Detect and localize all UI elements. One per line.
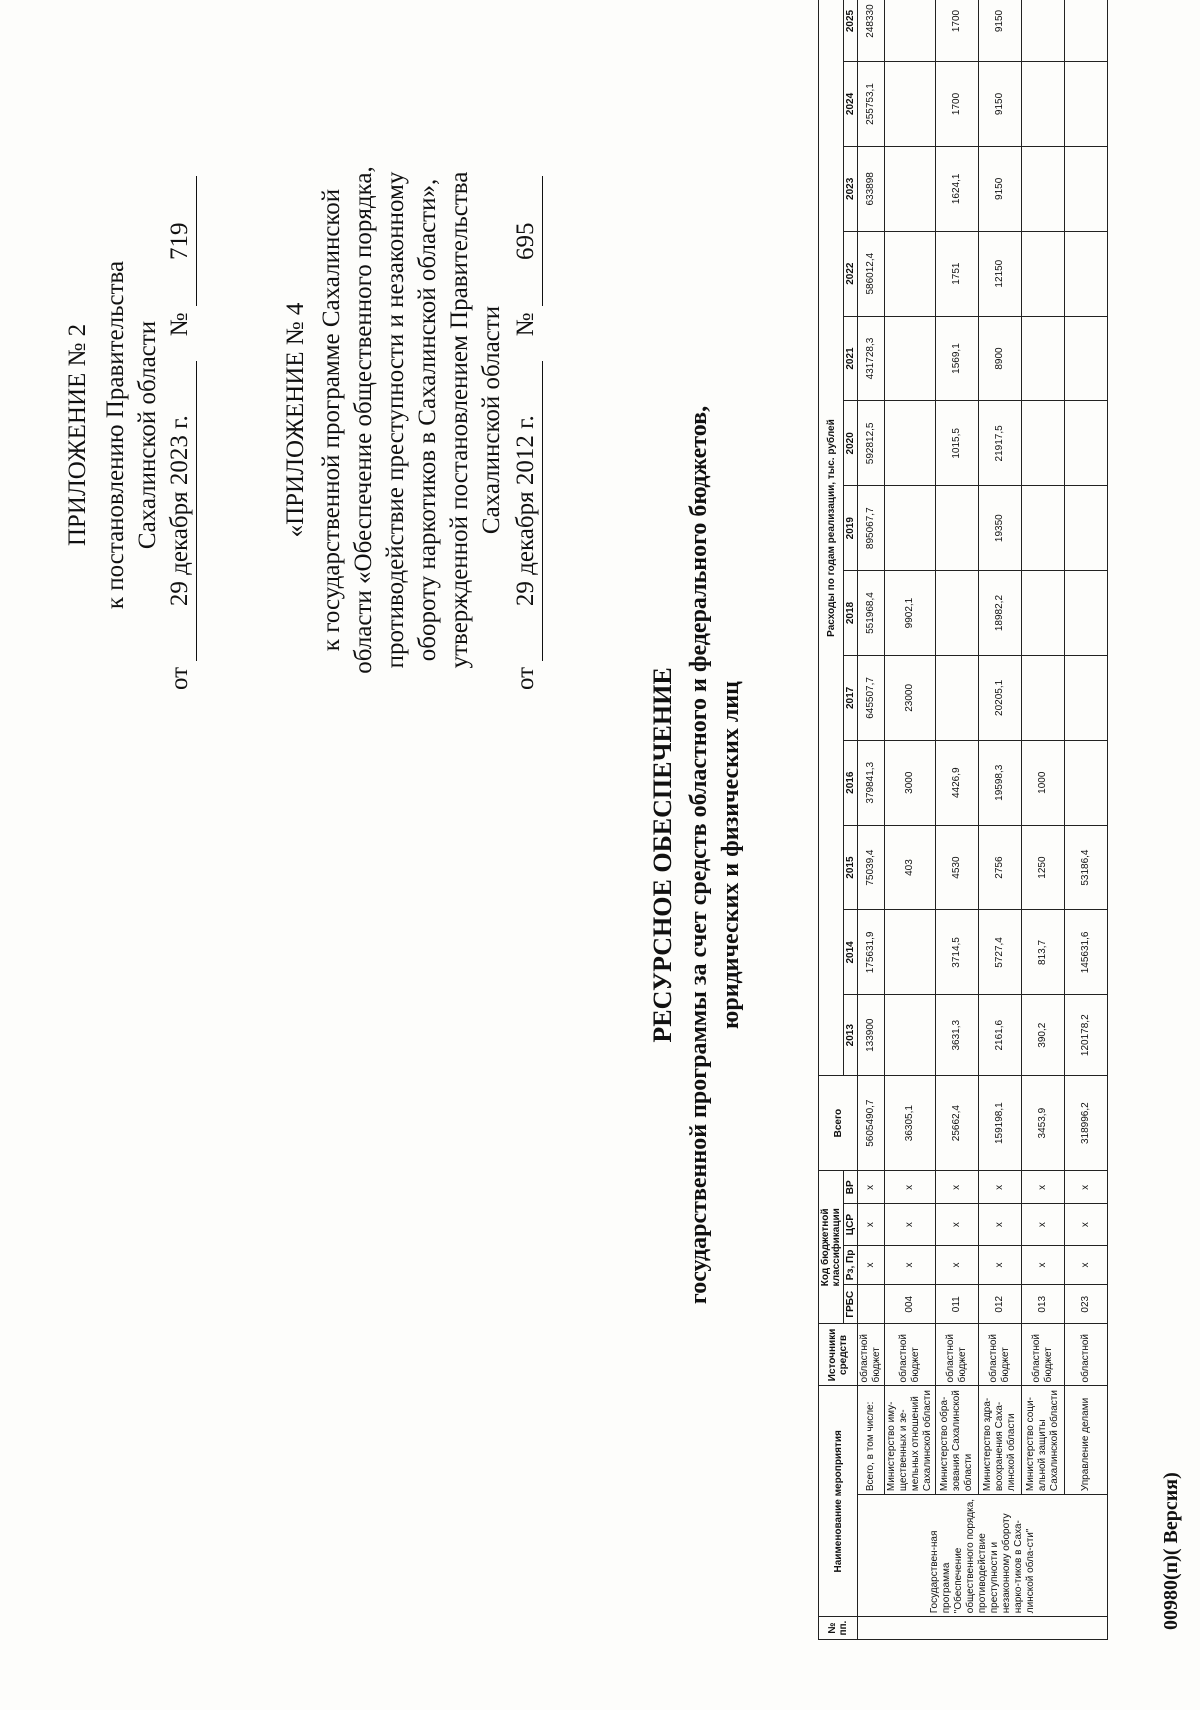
cell-year-value: 592812,5 bbox=[858, 401, 885, 486]
cell-year-value: 53186,4 bbox=[1065, 825, 1108, 910]
cell-year-value: 19350 bbox=[979, 486, 1022, 571]
header-year: 2019 bbox=[844, 486, 858, 571]
cell-grbs bbox=[858, 1285, 885, 1324]
header-year: 2024 bbox=[844, 62, 858, 147]
cell-rzpr: х bbox=[885, 1245, 936, 1284]
header-year: 2017 bbox=[844, 655, 858, 740]
cell-year-value bbox=[936, 571, 979, 656]
table-row bbox=[979, 0, 1022, 1640]
cell-executor: Министерство соци-альной защиты Сахалинской области bbox=[1022, 1386, 1065, 1495]
cell-total: 36305,1 bbox=[885, 1076, 936, 1171]
cell-csr: х bbox=[1022, 1204, 1065, 1245]
cell-year-value bbox=[1022, 146, 1065, 231]
cell-year-value: 23000 bbox=[885, 655, 936, 740]
header-year: 2023 bbox=[844, 146, 858, 231]
cell-vr: х bbox=[979, 1171, 1022, 1204]
cell-executor: Всего, в том числе: bbox=[858, 1386, 885, 1495]
cell-year-value bbox=[1065, 401, 1108, 486]
appendix4-num-sign: № bbox=[512, 312, 539, 337]
header-year: 2020 bbox=[844, 401, 858, 486]
cell-year-value: 1700 bbox=[936, 62, 979, 147]
cell-year-value: 175631,9 bbox=[858, 910, 885, 995]
header-year: 2025 bbox=[844, 0, 858, 62]
cell-csr: х bbox=[936, 1204, 979, 1245]
cell-rzpr: х bbox=[1065, 1245, 1108, 1284]
cell-year-value: 551968,4 bbox=[858, 571, 885, 656]
cell-year-value: 1569,1 bbox=[936, 316, 979, 401]
cell-year-value bbox=[1065, 571, 1108, 656]
cell-year-value: 9902,1 bbox=[885, 571, 936, 656]
cell-year-value: 21917,5 bbox=[979, 401, 1022, 486]
cell-rzpr: х bbox=[1022, 1245, 1065, 1284]
cell-year-value bbox=[1065, 316, 1108, 401]
header-grbs: ГРБС bbox=[844, 1285, 858, 1324]
cell-vr: х bbox=[1022, 1171, 1065, 1204]
cell-executor: Министерство иму-щественных и зе-мельных отношений Сахалинской области bbox=[885, 1386, 936, 1495]
cell-year-value bbox=[1022, 0, 1065, 62]
cell-total: 318996,2 bbox=[1065, 1076, 1108, 1171]
cell-year-value bbox=[885, 316, 936, 401]
cell-grbs: 011 bbox=[936, 1285, 979, 1324]
table-row bbox=[1065, 0, 1108, 1640]
cell-year-value: 379841,3 bbox=[858, 740, 885, 825]
cell-year-value bbox=[885, 231, 936, 316]
cell-rzpr: х bbox=[858, 1245, 885, 1284]
cell-year-value bbox=[1065, 62, 1108, 147]
appendix4-line-5: Сахалинской области bbox=[478, 305, 505, 535]
cell-source: областной бюджет bbox=[885, 1324, 936, 1386]
cell-grbs: 004 bbox=[885, 1285, 936, 1324]
appendix-number: 719 bbox=[164, 176, 197, 306]
header-rzpr: Рз, Пр bbox=[844, 1245, 858, 1284]
doc-title-line2: государственной программы за счет средств областного и федерального бюджетов, bbox=[686, 405, 712, 1305]
appendix4-from: от bbox=[512, 666, 539, 690]
header-vr: ВР bbox=[844, 1171, 858, 1204]
cell-csr: х bbox=[885, 1204, 936, 1245]
cell-year-value bbox=[1065, 486, 1108, 571]
cell-year-value: 1015,5 bbox=[936, 401, 979, 486]
appendix4-line-3: обороту наркотиков в Сахалинской области», bbox=[414, 178, 441, 662]
cell-year-value: 248330 bbox=[858, 0, 885, 62]
cell-year-value: 18982,2 bbox=[979, 571, 1022, 656]
cell-number bbox=[858, 1617, 1108, 1640]
cell-year-value: 390,2 bbox=[1022, 995, 1065, 1076]
header-name: Наименование мероприятия bbox=[819, 1386, 858, 1617]
header-year: 2015 bbox=[844, 825, 858, 910]
header-total: Всего bbox=[819, 1076, 858, 1171]
cell-grbs: 023 bbox=[1065, 1285, 1108, 1324]
cell-year-value: 1000 bbox=[1022, 740, 1065, 825]
cell-year-value bbox=[885, 486, 936, 571]
cell-year-value bbox=[1022, 62, 1065, 147]
cell-year-value bbox=[1022, 316, 1065, 401]
header-year: 2014 bbox=[844, 910, 858, 995]
cell-vr: х bbox=[858, 1171, 885, 1204]
appendix4-date: 29 декабря 2012 г. bbox=[510, 361, 543, 661]
cell-year-value: 1751 bbox=[936, 231, 979, 316]
appendix4-line-1: области «Обеспечение общественного порядка, bbox=[350, 166, 377, 674]
cell-year-value: 813,7 bbox=[1022, 910, 1065, 995]
cell-year-value: 586012,4 bbox=[858, 231, 885, 316]
appendix-from: от bbox=[166, 666, 193, 690]
header-years-group: Расходы по годам реализации, тыс. рублей bbox=[819, 0, 844, 1076]
cell-year-value bbox=[885, 401, 936, 486]
cell-vr: х bbox=[885, 1171, 936, 1204]
cell-year-value: 12150 bbox=[979, 231, 1022, 316]
appendix-title: ПРИЛОЖЕНИЕ № 2 bbox=[64, 323, 91, 547]
table-row bbox=[936, 0, 979, 1640]
cell-source: областной бюджет bbox=[936, 1324, 979, 1386]
cell-year-value bbox=[1022, 231, 1065, 316]
cell-year-value: 431728,3 bbox=[858, 316, 885, 401]
table-row bbox=[885, 0, 936, 1640]
cell-year-value: 1624,1 bbox=[936, 146, 979, 231]
cell-year-value bbox=[1065, 146, 1108, 231]
cell-year-value: 20205,1 bbox=[979, 655, 1022, 740]
cell-year-value: 4426,9 bbox=[936, 740, 979, 825]
appendix-num-sign: № bbox=[166, 312, 193, 337]
budget-table bbox=[818, 0, 1108, 1640]
cell-year-value: 1250 bbox=[1022, 825, 1065, 910]
cell-year-value: 9150 bbox=[979, 62, 1022, 147]
cell-year-value: 9150 bbox=[979, 0, 1022, 62]
cell-year-value bbox=[936, 486, 979, 571]
cell-executor: Министерство здра-воохранения Саха-линской области bbox=[979, 1386, 1022, 1495]
cell-year-value: 1700 bbox=[936, 0, 979, 62]
header-year: 2013 bbox=[844, 995, 858, 1076]
cell-year-value bbox=[1022, 401, 1065, 486]
header-year: 2016 bbox=[844, 740, 858, 825]
cell-rzpr: х bbox=[979, 1245, 1022, 1284]
cell-year-value: 3631,3 bbox=[936, 995, 979, 1076]
cell-year-value bbox=[885, 146, 936, 231]
cell-executor: Управление делами bbox=[1065, 1386, 1108, 1495]
header-csr: ЦСР bbox=[844, 1204, 858, 1245]
cell-year-value bbox=[885, 995, 936, 1076]
cell-rzpr: х bbox=[936, 1245, 979, 1284]
cell-year-value bbox=[1022, 655, 1065, 740]
cell-source: областной бюджет bbox=[1022, 1324, 1065, 1386]
cell-year-value bbox=[1065, 655, 1108, 740]
document-stamp: 00980(п)( Версия) bbox=[1160, 1472, 1182, 1630]
header-year: 2021 bbox=[844, 316, 858, 401]
cell-csr: х bbox=[1065, 1204, 1108, 1245]
appendix-date: 29 декабря 2023 г. bbox=[164, 361, 197, 661]
cell-year-value bbox=[1065, 740, 1108, 825]
cell-vr: х bbox=[1065, 1171, 1108, 1204]
cell-year-value: 5727,4 bbox=[979, 910, 1022, 995]
header-source: Источники средств bbox=[819, 1324, 858, 1386]
cell-year-value: 2756 bbox=[979, 825, 1022, 910]
cell-csr: х bbox=[979, 1204, 1022, 1245]
cell-year-value bbox=[1065, 231, 1108, 316]
cell-year-value bbox=[1065, 0, 1108, 62]
cell-year-value: 403 bbox=[885, 825, 936, 910]
appendix4-title: «ПРИЛОЖЕНИЕ № 4 bbox=[282, 302, 309, 538]
cell-year-value: 8900 bbox=[979, 316, 1022, 401]
cell-year-value bbox=[885, 62, 936, 147]
header-number: № пп. bbox=[819, 1617, 858, 1640]
cell-year-value bbox=[1022, 486, 1065, 571]
appendix4-line-2: противодействие преступности и незаконному bbox=[382, 171, 409, 669]
doc-title-line1: РЕСУРСНОЕ ОБЕСПЕЧЕНИЕ bbox=[648, 667, 677, 1043]
appendix4-line-4: утвержденной постановлением Правительства bbox=[446, 171, 473, 669]
cell-year-value: 645507,7 bbox=[858, 655, 885, 740]
cell-year-value: 19598,3 bbox=[979, 740, 1022, 825]
cell-source: областной бюджет bbox=[979, 1324, 1022, 1386]
cell-total: 3453,9 bbox=[1022, 1076, 1065, 1171]
cell-year-value: 3000 bbox=[885, 740, 936, 825]
cell-executor: Министерство обра-зования Сахалинской области bbox=[936, 1386, 979, 1495]
cell-total: 25662,4 bbox=[936, 1076, 979, 1171]
cell-total: 5605490,7 bbox=[858, 1076, 885, 1171]
cell-grbs: 012 bbox=[979, 1285, 1022, 1324]
appendix-date-line bbox=[164, 130, 197, 690]
cell-year-value bbox=[885, 0, 936, 62]
header-year: 2022 bbox=[844, 231, 858, 316]
cell-total: 159198,1 bbox=[979, 1076, 1022, 1171]
cell-year-value: 145631,6 bbox=[1065, 910, 1108, 995]
cell-vr: х bbox=[936, 1171, 979, 1204]
cell-year-value: 9150 bbox=[979, 146, 1022, 231]
appendix4-line-0: к государственной программе Сахалинской bbox=[318, 188, 345, 652]
cell-year-value: 133900 bbox=[858, 995, 885, 1076]
cell-year-value: 633898 bbox=[858, 146, 885, 231]
cell-year-value bbox=[936, 655, 979, 740]
cell-csr: х bbox=[858, 1204, 885, 1245]
cell-source: областной bbox=[1065, 1324, 1108, 1386]
appendix-line1: к постановлению Правительства bbox=[102, 260, 129, 610]
cell-year-value: 2161,6 bbox=[979, 995, 1022, 1076]
header-year: 2018 bbox=[844, 571, 858, 656]
cell-year-value: 120178,2 bbox=[1065, 995, 1108, 1076]
table-row bbox=[858, 0, 885, 1640]
cell-year-value: 4530 bbox=[936, 825, 979, 910]
header-code: Код бюджетной классификации bbox=[819, 1171, 844, 1324]
cell-year-value: 75039,4 bbox=[858, 825, 885, 910]
cell-year-value: 895067,7 bbox=[858, 486, 885, 571]
appendix-line2: Сахалинской области bbox=[134, 320, 161, 550]
cell-year-value: 255753,1 bbox=[858, 62, 885, 147]
cell-year-value bbox=[885, 910, 936, 995]
appendix4-number: 695 bbox=[510, 176, 543, 306]
doc-title-line3: юридических и физических лиц bbox=[718, 681, 744, 1029]
cell-source: областной бюджет bbox=[858, 1324, 885, 1386]
cell-grbs: 013 bbox=[1022, 1285, 1065, 1324]
table-row bbox=[1022, 0, 1065, 1640]
cell-program-name: Государствен-ная программа "Обеспечение общественного порядка, противодействие преступности и незаконному обороту нарко-тиков в Саха-линской обла-сти" bbox=[858, 1495, 1108, 1617]
cell-year-value: 3714,5 bbox=[936, 910, 979, 995]
appendix4-date-line bbox=[510, 130, 543, 690]
cell-year-value bbox=[1022, 571, 1065, 656]
